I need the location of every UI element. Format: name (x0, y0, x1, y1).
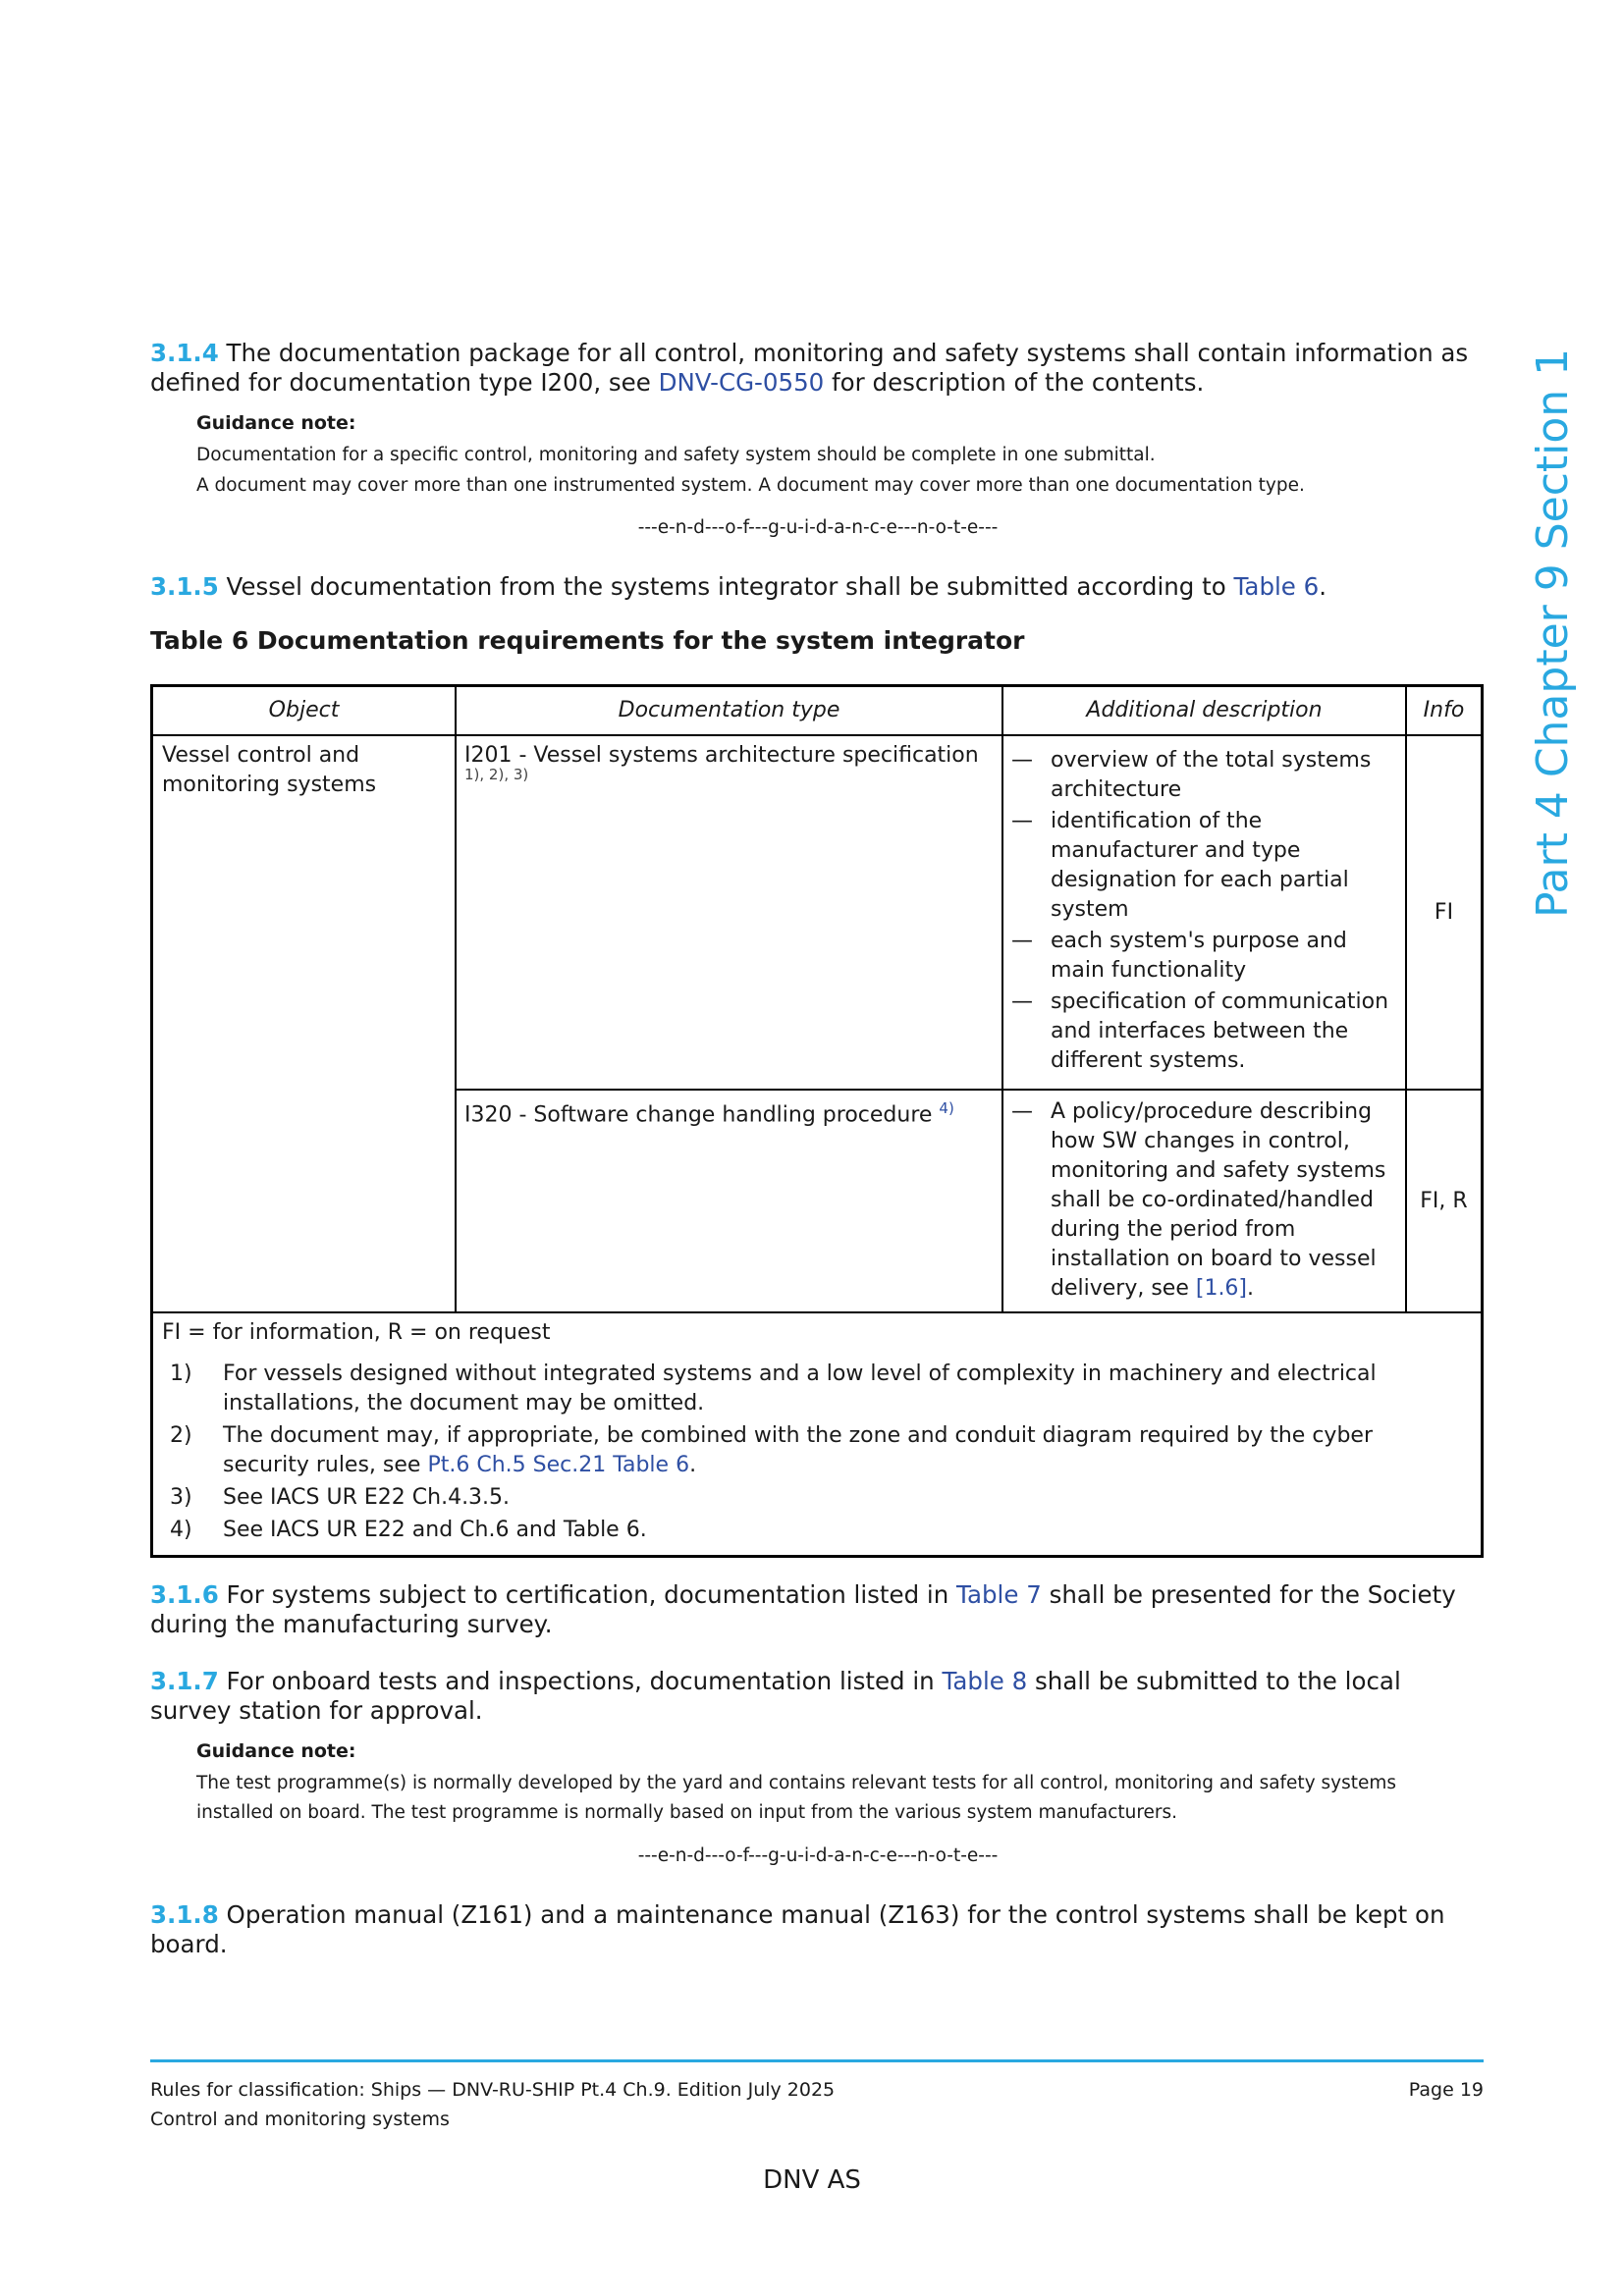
guidance-note-line: Documentation for a specific control, monitoring and safety system should be complete in one submittal. (196, 445, 1156, 465)
link-dnv-cg-0550[interactable]: DNV-CG-0550 (658, 368, 825, 397)
list-item: — specification of communication and interfaces between the different systems. (1003, 988, 1396, 1076)
list-item: — overview of the total systems architecture (1003, 746, 1396, 805)
clause-number: 3.1.4 (150, 339, 219, 367)
clause-number: 3.1.7 (150, 1667, 219, 1695)
footnote-refs: 1), 2), 3) (464, 766, 529, 783)
link-1-6[interactable]: [1.6] (1195, 1276, 1248, 1301)
paragraph-3-1-8: 3.1.8 Operation manual (Z161) and a maintenance manual (Z163) for the control systems shall be kept on board. (150, 1900, 1445, 1958)
guidance-note-end: ---e-n-d---o-f---g-u-i-d-a-n-c-e---n-o-t-e--- (637, 517, 999, 538)
description-cell (1003, 1097, 1396, 1304)
header-object: Object (268, 698, 340, 722)
link-pt6-ch5-sec21-table6[interactable]: Pt.6 Ch.5 Sec.21 Table 6 (427, 1453, 690, 1477)
doc-type-cell: I201 - Vessel systems architecture specification 1), 2), 3) (464, 741, 995, 782)
note-4: 4) See IACS UR E22 and Ch.6 and Table 6. (170, 1518, 647, 1542)
company-name: DNV AS (763, 2165, 861, 2195)
footer-chapter-title: Control and monitoring systems (150, 2109, 450, 2130)
paragraph-3-1-6: 3.1.6 For systems subject to certification, documentation listed in Table 7 shall be presented for the Society during the manufacturing survey. (150, 1580, 1456, 1638)
guidance-note-end: ---e-n-d---o-f---g-u-i-d-a-n-c-e---n-o-t-e--- (637, 1845, 999, 1866)
table-notes (162, 1318, 1458, 1545)
guidance-note-title: Guidance note: (196, 412, 356, 434)
header-additional-description: Additional description (1086, 698, 1323, 722)
footer-document-title: Rules for classification: Ships — DNV-RU-SHIP Pt.4 Ch.9. Edition July 2025 (150, 2079, 836, 2101)
guidance-note-text: The test programme(s) is normally developed by the yard and contains relevant tests for all control, monitoring and safety systems installed on board. The test programme is normally based on input from the various system manufacturers. (196, 1773, 1397, 1823)
documentation-table (150, 684, 1484, 1558)
list-item: — each system's purpose and main functionality (1003, 927, 1396, 986)
notes-legend: FI = for information, R = on request (162, 1320, 551, 1345)
object-cell: Vessel control and monitoring systems (162, 743, 377, 797)
description-cell (1003, 746, 1396, 1076)
link-table-6[interactable]: Table 6 (1233, 572, 1320, 601)
page-number: Page 19 (1408, 2079, 1484, 2101)
guidance-note-line: A document may cover more than one instrumented system. A document may cover more than one documentation type. (196, 475, 1305, 496)
clause-number: 3.1.5 (150, 572, 219, 601)
clause-number: 3.1.8 (150, 1900, 219, 1929)
link-table-7[interactable]: Table 7 (956, 1580, 1042, 1609)
info-cell: FI, R (1420, 1188, 1468, 1213)
paragraph-3-1-4: 3.1.4 The documentation package for all control, monitoring and safety systems shall contain information as defined for documentation type I200, see DNV-CG-0550 for description of the contents. (150, 339, 1469, 397)
note-2: 2) The document may, if appropriate, be combined with the zone and conduit diagram required by the cyber security rules, see Pt.6 Ch.5 Sec.21 Table 6. (170, 1423, 1373, 1477)
table-title: Table 6 Documentation requirements for the system integrator (150, 626, 1025, 655)
info-cell: FI (1434, 899, 1454, 925)
list-item: — identification of the manufacturer and type designation for each partial system (1003, 807, 1396, 925)
sidebar-label: Part 4 Chapter 9 Section 1 (1528, 347, 1578, 918)
header-info: Info (1423, 698, 1465, 722)
header-documentation-type: Documentation type (618, 698, 840, 722)
link-table-8[interactable]: Table 8 (942, 1667, 1028, 1695)
paragraph-3-1-5: 3.1.5 Vessel documentation from the systems integrator shall be submitted according to Table 6. (150, 572, 1327, 601)
guidance-note-title: Guidance note: (196, 1740, 356, 1762)
doc-type-cell: I320 - Software change handling procedure $^{4)}$ (464, 1099, 954, 1128)
clause-number: 3.1.6 (150, 1580, 219, 1609)
note-3: 3) See IACS UR E22 Ch.4.3.5. (170, 1485, 511, 1510)
paragraph-3-1-7: 3.1.7 For onboard tests and inspections, documentation listed in Table 8 shall be submitted to the local survey station for approval. (150, 1667, 1401, 1725)
list-item: — A policy/procedure describing how SW changes in control, monitoring and safety systems shall be co-ordinated/handled during the period from installation on board to vessel delivery, see [1.6]. (1003, 1097, 1396, 1304)
footer-rule (150, 2059, 1484, 2062)
note-1: 1) For vessels designed without integrated systems and a low level of complexity in machinery and electrical installations, the document may be omitted. (170, 1362, 1377, 1415)
footnote-ref: 4) (939, 1099, 954, 1117)
